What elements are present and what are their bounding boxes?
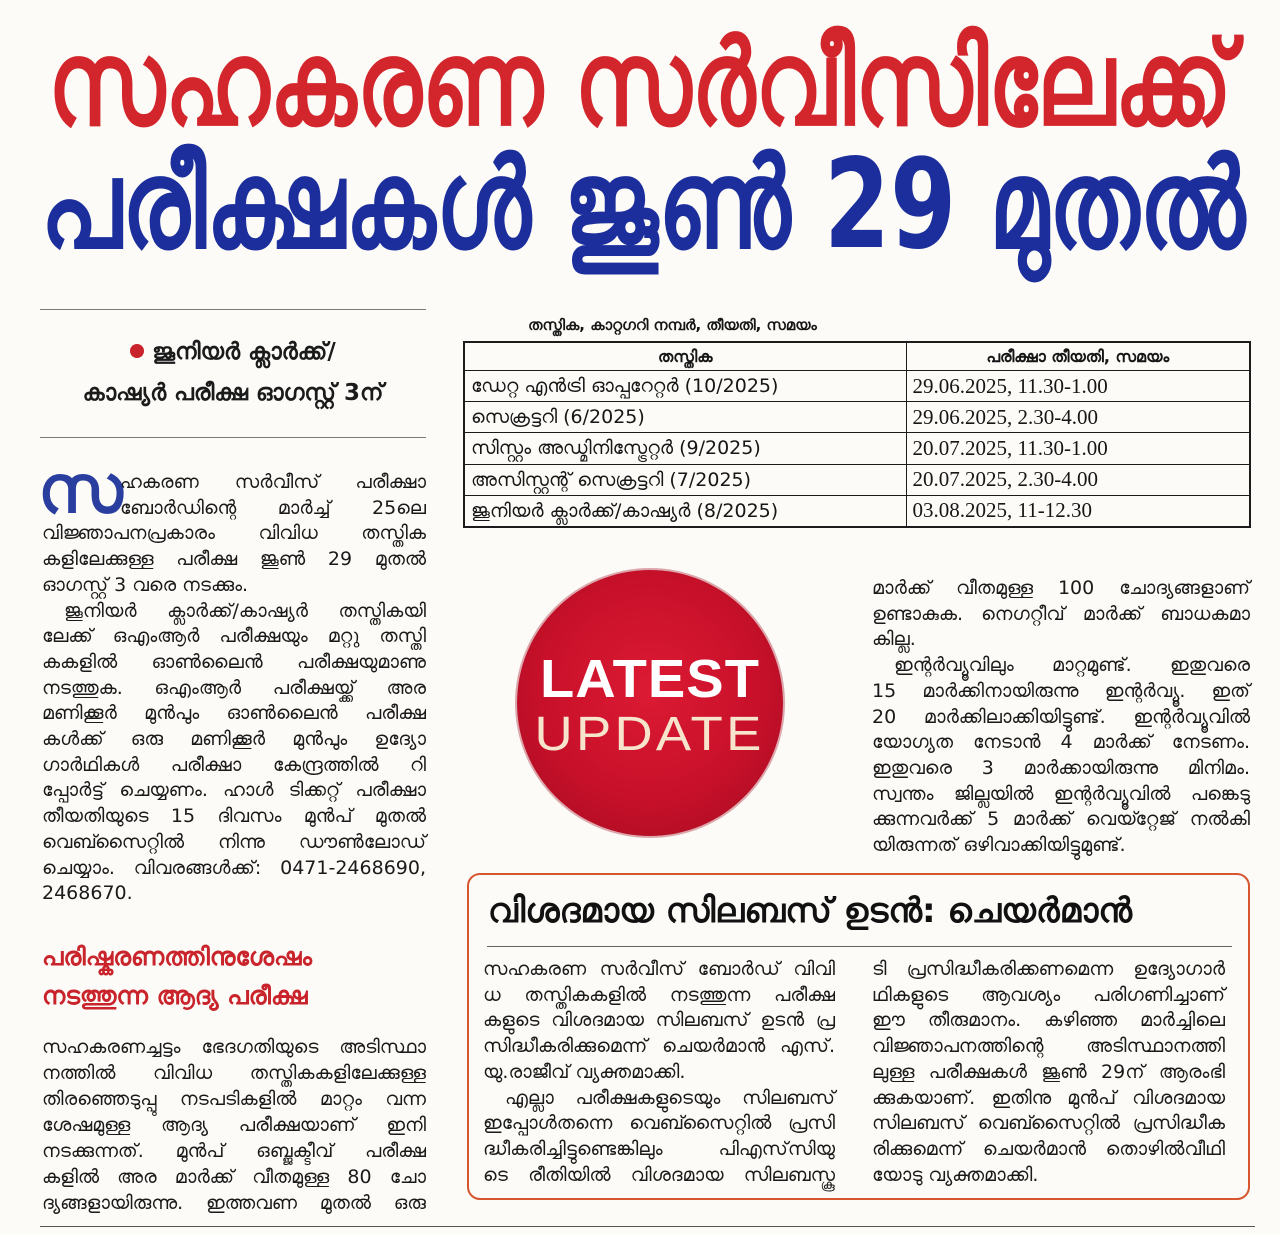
exam-date-time: 20.07.2025, 2.30-4.00 — [912, 467, 1098, 492]
post-name: അസിസ്റ്റന്റ് സെക്രട്ടറി (7/2025) — [471, 468, 752, 491]
latest-update-badge — [517, 570, 783, 836]
highlight-top-rule — [40, 309, 426, 310]
headline-line2-text: പരീക്ഷകൾ ജൂൺ 29 മുതൽ — [40, 133, 1245, 277]
exam-schedule-table — [463, 341, 1251, 528]
syllabus-box-rule — [487, 946, 1232, 947]
page-bottom-rule — [40, 1226, 1255, 1227]
highlight-line2-text: കാഷ്യർ പരീക്ഷ ഓഗസ്റ്റ് 3ന് — [82, 380, 384, 406]
post-name: സിസ്റ്റം അഡ്മിനിസ്ട്രേറ്റർ (9/2025) — [471, 437, 761, 460]
headline-line2 — [40, 133, 1245, 277]
table-header-row — [464, 342, 1250, 371]
table-cell — [464, 433, 906, 464]
syllabus-box-column1 — [483, 957, 835, 1188]
text-line: ഇപ്പോൾതന്നെ വെബ്സൈറ്റിൽ പ്രസി — [483, 1112, 835, 1135]
headline-line1 — [48, 14, 1233, 152]
syllabus-sidebar-box — [467, 873, 1250, 1200]
reform-subhead-line1: പരിഷ്കരണത്തിനുശേഷം — [42, 942, 312, 971]
badge-line1-text: LATEST — [540, 649, 760, 709]
exam-date-time: 29.06.2025, 2.30-4.00 — [912, 404, 1098, 429]
post-name: ഡേറ്റ എൻട്രി ഓപ്പറേറ്റർ (10/2025) — [471, 375, 779, 398]
text-line: മാർക്ക് വീതമുള്ള 100 ചോദ്യങ്ങളാണ് — [872, 577, 1250, 599]
table-cell — [906, 402, 1250, 433]
header-post-label: തസ്തിക — [657, 346, 713, 366]
text-line: ഥികളുടെ ആവശ്യം പരിഗണിച്ചാണ് — [872, 983, 1225, 1006]
text-line: കളുടെ വിശദമായ സിലബസ് ഉടൻ പ്ര — [483, 1009, 835, 1032]
table-cell — [906, 433, 1250, 464]
text-line: ലേക്ക് ഒഎംആർ പരീക്ഷയും മറ്റു തസ്തി — [42, 625, 426, 648]
table-cell — [464, 371, 906, 402]
text-line: സഹകരണ സർവീസ് ബോർഡ് വിവി — [483, 958, 835, 980]
highlight-bottom-rule — [40, 437, 426, 438]
post-name: ജൂനിയർ ക്ലാർക്ക്/കാഷ്യർ (8/2025) — [471, 499, 779, 522]
text-line: ക്കുകയാണ്. ഇതിനു മുൻപ് വിശദമായ — [872, 1086, 1225, 1109]
badge-line2-text: UPDATE — [534, 707, 766, 761]
continuation-article-body — [872, 576, 1250, 859]
text-line: ശേഷമുള്ള ആദ്യ പരീക്ഷയാണ് ഇനി — [42, 1114, 426, 1136]
text-line: ഓഗസ്റ്റ് 3 വരെ നടക്കും. — [42, 573, 249, 596]
syllabus-box-column2 — [872, 957, 1225, 1188]
table-cell — [464, 402, 906, 433]
text-line: യു.രാജീവ് വ്യക്തമാക്കി. — [483, 1060, 686, 1083]
text-line: ഈ തീരുമാനം. കഴിഞ്ഞ മാർച്ചിലെ — [872, 1009, 1225, 1032]
text-line: ക്കുന്നവർക്ക് 5 മാർക്ക് വെയ്റ്റേജ് നൽകി — [872, 808, 1250, 831]
text-line: സഹകരണച്ചട്ടം ഭേദഗതിയുടെ അടിസ്ഥാ — [42, 1036, 426, 1058]
header-date-label: പരീക്ഷാ തീയതി, സമയം — [986, 346, 1170, 366]
text-line: യിരുന്നത് ഒഴിവാക്കിയിട്ടുമുണ്ട്. — [872, 834, 1126, 857]
text-line: എല്ലാ പരീക്ഷകളുടെയും സിലബസ് — [505, 1086, 835, 1109]
table-row — [464, 464, 1250, 495]
text-line: ഇന്റർവ്യൂവിലും മാറ്റമുണ്ട്. ഇതുവരെ — [894, 654, 1250, 677]
text-line: കൾക്ക് ഒരു മണിക്കൂർ മുൻപും ഉദ്യോ — [42, 728, 426, 751]
text-line: ദ്യങ്ങളായിരുന്നു. ഇത്തവണ മുതൽ ഒരു — [42, 1192, 426, 1214]
intro-article-body — [42, 470, 426, 907]
text-line: യോടു വ്യക്തമാക്കി. — [872, 1163, 1039, 1186]
text-line: ചെയ്യാം. വിവരങ്ങൾക്ക്: 0471-2468690, — [42, 856, 426, 879]
table-row — [464, 371, 1250, 402]
table-row — [464, 433, 1250, 464]
text-line: ദ്ധീകരിച്ചിട്ടുണ്ടെങ്കിലും പിഎസ്‌സിയു — [483, 1137, 835, 1160]
table-header-cell — [906, 342, 1250, 371]
text-line: ബോർഡിന്റെ മാർച്ച് 25ലെ — [120, 496, 426, 519]
highlight-line2 — [40, 374, 426, 412]
text-line: വിജ്ഞാപനത്തിന്റെ അടിസ്ഥാനത്തി — [872, 1035, 1225, 1058]
table-cell — [464, 495, 906, 527]
reform-article-body — [42, 1034, 426, 1216]
table-header-cell — [464, 342, 906, 371]
table-caption — [470, 313, 875, 337]
text-line: 2468670. — [42, 882, 133, 905]
exam-date-time: 20.07.2025, 11.30-1.00 — [912, 435, 1108, 460]
table-row — [464, 402, 1250, 433]
reform-subhead — [42, 937, 426, 1015]
text-line: 20 മാർക്കിലാക്കിയിട്ടുണ്ട്. ഇന്റർവ്യൂവിൽ — [872, 705, 1250, 728]
exam-date-time: 29.06.2025, 11.30-1.00 — [912, 373, 1108, 398]
text-line: ജൂനിയർ ക്ലാർക്ക്/കാഷ്യർ തസ്തികയി — [64, 599, 426, 622]
highlight-line1-text: ജൂനിയർ ക്ലാർക്ക്/ — [152, 339, 336, 365]
highlight-line1-wrap — [130, 339, 335, 365]
text-line: ഉണ്ടാകുക. നെഗറ്റീവ് മാർക്ക് ബാധകമാ — [872, 602, 1250, 625]
text-line: യോഗ്യത നേടാൻ 4 മാർക്ക് നേടണം. — [872, 731, 1250, 754]
text-line: മണിക്കൂർ മുൻപും ഓൺലൈൻ പരീക്ഷ — [42, 702, 426, 725]
text-line: ധ തസ്തികകളിൽ നടത്തുന്ന പരീക്ഷ — [483, 983, 835, 1006]
text-line: ലുള്ള പരീക്ഷകൾ ജൂൺ 29ന് ആരംഭി — [872, 1060, 1225, 1083]
text-line: ഗാർഥികൾ പരീക്ഷാ കേന്ദ്രത്തിൽ റി — [42, 753, 426, 776]
drop-cap: സ — [38, 451, 123, 528]
table-caption-text: തസ്തിക, കാറ്റഗറി നമ്പർ, തീയതി, സമയം — [528, 316, 817, 334]
text-line: കളിൽ അര മാർക്ക് വീതമുള്ള 80 ചോ — [42, 1166, 426, 1188]
text-line: നടക്കുന്നത്. മുൻപ് ഒബ്ജക്ടീവ് പരീക്ഷ — [42, 1140, 426, 1162]
text-line: സിദ്ധീകരിക്കുമെന്ന് ചെയർമാൻ എസ്. — [483, 1035, 835, 1058]
text-line: തിരഞ്ഞെടുപ്പു നടപടികളിൽ മാറ്റം വന്ന — [42, 1088, 426, 1110]
text-line: വെബ്സൈറ്റിൽ നിന്നു ഡൗൺലോഡ് — [42, 830, 426, 853]
bullet-icon — [130, 344, 144, 358]
highlight-line1 — [40, 333, 426, 371]
text-line: ടെ രീതിയിൽ വിശദമായ സിലബസ്കൂ — [483, 1163, 835, 1186]
text-line: വിജ്ഞാപനപ്രകാരം വിവിധ തസ്തിക — [42, 522, 426, 545]
text-line: ടി പ്രസിദ്ധീകരിക്കണമെന്ന ഉദ്യോഗാർ — [872, 958, 1225, 980]
text-line: ഹകരണ സർവീസ് പരീക്ഷാ — [120, 471, 426, 493]
text-line: 15 മാർക്കിനായിരുന്നു ഇന്റർവ്യൂ. ഇത് — [872, 679, 1250, 702]
reform-subhead-line2: നടത്തുന്ന ആദ്യ പരീക്ഷ — [42, 981, 308, 1010]
text-line: രിക്കുമെന്ന് ചെയർമാൻ തൊഴിൽവീഥി — [872, 1137, 1225, 1160]
text-line: സ്വന്തം ജില്ലയിൽ ഇന്റർവ്യൂവിൽ പങ്കെടു — [872, 782, 1250, 805]
text-line: നടത്തുക. ഒഎംആർ പരീക്ഷയ്ക്ക് അര — [42, 676, 426, 699]
post-name: സെക്രട്ടറി (6/2025) — [471, 406, 645, 429]
syllabus-box-title: വിശദമായ സിലബസ് ഉടൻ: ചെയർമാൻ — [488, 891, 1133, 931]
text-line: തീയതിയുടെ 15 ദിവസം മുൻപ് മുതൽ — [42, 805, 426, 828]
table-cell — [464, 464, 906, 495]
table-row — [464, 495, 1250, 527]
table-cell — [906, 464, 1250, 495]
text-line: പ്പോർട്ട് ചെയ്യണം. ഹാൾ ടിക്കറ്റ് പരീക്ഷാ — [42, 779, 426, 802]
text-line: കളിലേക്കുള്ള പരീക്ഷ ജൂൺ 29 മുതൽ — [42, 548, 426, 571]
exam-date-time: 03.08.2025, 11-12.30 — [912, 498, 1092, 523]
text-line: കകളിൽ ഓൺലൈൻ പരീക്ഷയുമാണു — [42, 650, 426, 673]
text-line: സിലബസ് വെബ്സൈറ്റിൽ പ്രസിദ്ധീക — [872, 1112, 1225, 1135]
text-line: ഇതുവരെ 3 മാർക്കായിരുന്നു മിനിമം. — [872, 756, 1250, 779]
table-cell — [906, 495, 1250, 527]
badge-line2 — [534, 707, 766, 761]
headline-line1-text: സഹകരണ സർവീസിലേക്ക് — [48, 14, 1233, 152]
table-cell — [906, 371, 1250, 402]
badge-line1 — [540, 649, 760, 709]
text-line: കില്ല. — [872, 628, 916, 651]
text-line: നത്തിൽ വിവിധ തസ്തികകളിലേക്കുള്ള — [42, 1062, 426, 1084]
